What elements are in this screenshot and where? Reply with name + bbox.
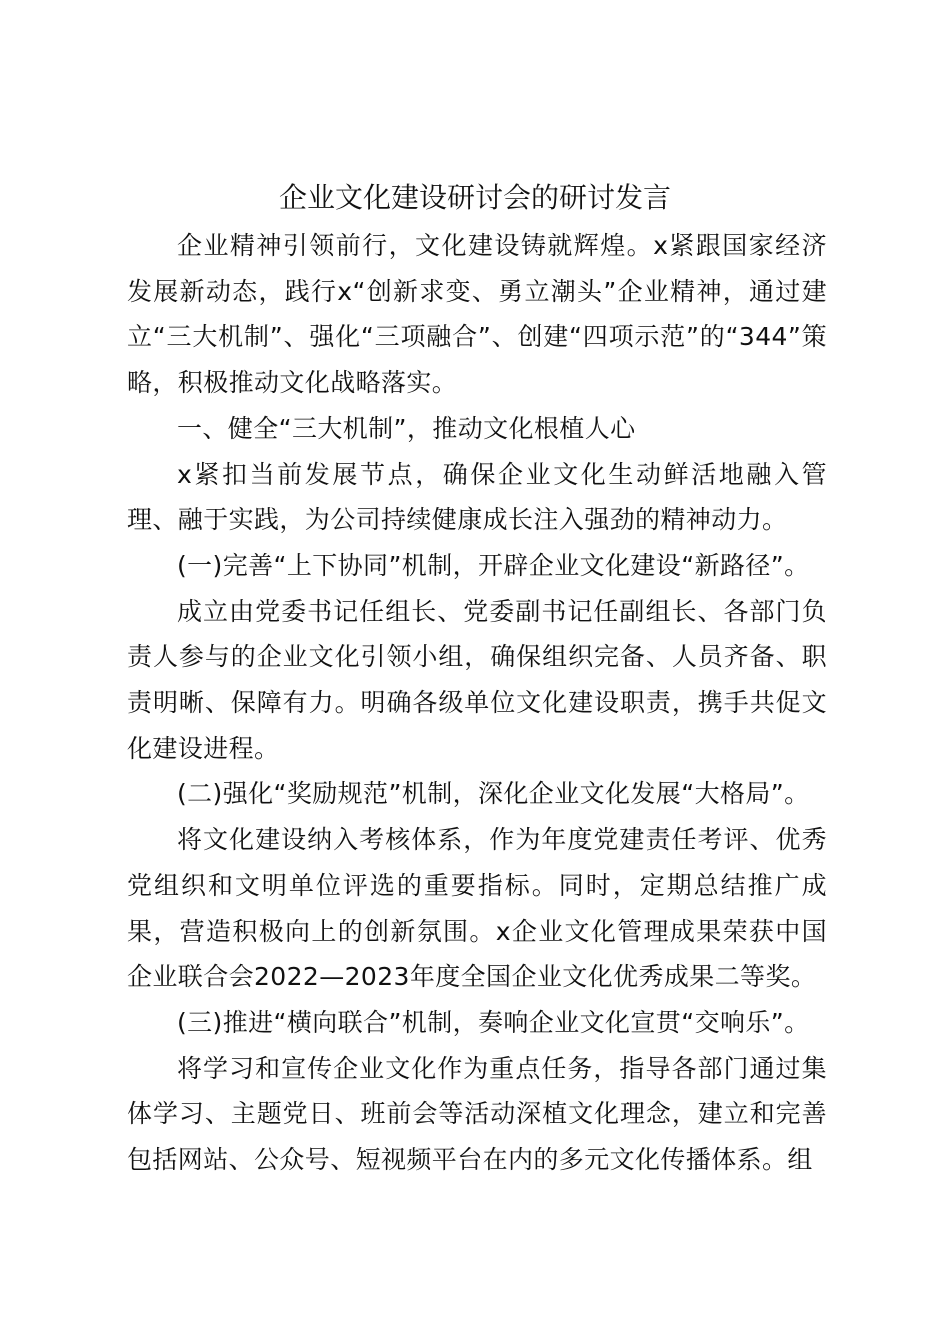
section-intro-paragraph: x紧扣当前发展节点，确保企业文化生动鲜活地融入管理、融于实践，为公司持续健康成长注入强劲的精神动力。	[127, 459, 827, 535]
section-heading-1: 一、健全“三大机制”，推动文化根植人心	[177, 413, 636, 443]
subsection-paragraph-3: 将学习和宣传企业文化作为重点任务，指导各部门通过集体学习、主题党日、班前会等活动深植文化理念，建立和完善包括网站、公众号、短视频平台在内的多元文化传播体系。组	[127, 1053, 827, 1175]
document-title: 企业文化建设研讨会的研讨发言	[278, 181, 671, 214]
document-body	[127, 223, 827, 1183]
subsection-paragraph-1: 成立由党委书记任组长、党委副书记任副组长、各部门负责人参与的企业文化引领小组，确保组织完备、人员齐备、职责明晰、保障有力。明确各级单位文化建设职责，携手共促文化建设进程。	[127, 596, 827, 763]
subsection-heading-1: (一)完善“上下协同”机制，开辟企业文化建设“新路径”。	[177, 550, 810, 580]
intro-paragraph: 企业精神引领前行，文化建设铸就辉煌。x紧跟国家经济发展新动态，践行x“创新求变、勇立潮头”企业精神，通过建立“三大机制”、强化“三项融合”、创建“四项示范”的“344”策略，积极推动文化战略落实。	[127, 231, 827, 398]
subsection-heading-2: (二)强化“奖励规范”机制，深化企业文化发展“大格局”。	[177, 779, 810, 809]
subsection-paragraph-2: 将文化建设纳入考核体系，作为年度党建责任考评、优秀党组织和文明单位评选的重要指标。同时，定期总结推广成果，营造积极向上的创新氛围。x企业文化管理成果荣获中国企业联合会2022—2023年度全国企业文化优秀成果二等奖。	[127, 825, 827, 992]
subsection-heading-3: (三)推进“横向联合”机制，奏响企业文化宣贯“交响乐”。	[177, 1007, 810, 1037]
